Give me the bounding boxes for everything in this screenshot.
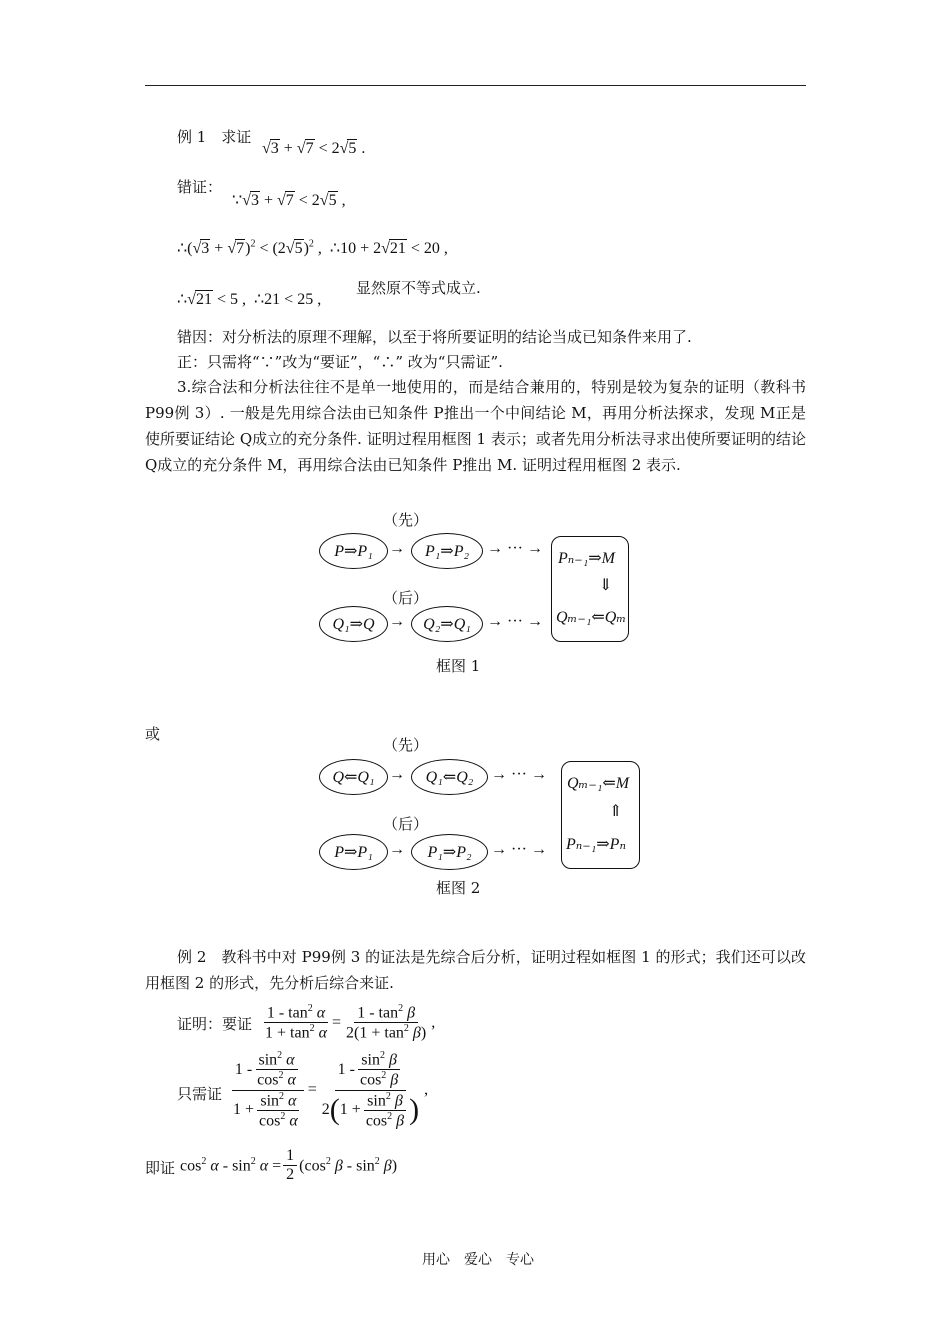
d1-first-label: （先） <box>383 511 429 529</box>
wrong-step-3-text: 显然原不等式成立. <box>356 279 481 297</box>
wrong-step-1: ∵√3 + √7 < 2√5 , <box>232 192 346 209</box>
d2-box-arrow: ⇑ <box>609 803 623 820</box>
d1-bottom-dots: → ··· → <box>487 613 543 630</box>
proof-label: 证明：要证 <box>177 1015 253 1033</box>
d2-later-label: （后） <box>383 815 429 833</box>
equation-3: $\cos^2 \alpha - \sin^2 \alpha$ = $\frac{1}{2}$ ($\cos^2$ β - $\sin^2 \beta$) <box>180 1147 398 1183</box>
d1-top-dots: → ··· → <box>487 540 543 557</box>
d2-bottom-dots: → ··· → <box>491 841 547 858</box>
paragraph-3: 3.综合法和分析法往往不是单一地使用的，而是结合兼用的，特别是较为复杂的证明（教科书P99例 3）. 一般是先用综合法由已知条件 P推出一个中间结论 M，再用分析法探求，发现 M正是使所要证结论 Q成立的充分条件. 证明过程用框图 1 表示；或者先用分析法寻求出使所要证明的结论 Q成立的充分条件 M，再用综合法由已知条件 P推出 M. 证明过程用框图 2 表示. <box>145 378 806 474</box>
d2-first-label: （先） <box>383 736 429 754</box>
wrong-proof-label: 错证： <box>177 178 223 196</box>
need-label: 只需证 <box>177 1085 223 1103</box>
d2-bottom-node-1: P⇒P₁ <box>319 834 388 870</box>
wrong-step-3: ∴√21 < 5 , ∴21 < 25 , <box>177 291 322 308</box>
wrong-step-2: ∴(√3 + $√7)^2 < (2√5)^2$ , ∴10 + 2√21 < 20 , <box>177 238 448 257</box>
ex1-label: 例 1 求证 <box>177 128 252 146</box>
header-rule <box>145 85 806 86</box>
or-text: 或 <box>145 725 161 743</box>
d2-top-node-2: Q₁⇐Q₂ <box>411 759 488 795</box>
d1-bottom-node-1: Q₁⇒Q <box>319 606 388 642</box>
d1-later-label: （后） <box>383 589 429 607</box>
equation-1: $\frac{1 - \tan^2 \alpha}{1 + \tan^2 \alpha}$ = $\frac{1 - \tan^2 \beta}{2(1 + \tan^2 \beta)}$ , <box>265 1003 436 1042</box>
footer: 用心 爱心 专心 <box>422 1252 534 1268</box>
d2-top-node-1: Q⇐Q₁ <box>319 759 388 795</box>
d1-box-bottom: Qₘ₋₁⇐Qₘ <box>556 609 627 626</box>
d1-top-node-2: P₁⇒P₂ <box>411 533 483 569</box>
d1-arrow: → <box>389 613 405 630</box>
d2-top-dots: → ··· → <box>491 766 547 783</box>
d1-top-node-1: P⇒P₁ <box>319 533 388 569</box>
d1-caption: 框图 1 <box>436 657 481 675</box>
ex2-paragraph: 例 2 教科书中对 P99例 3 的证法是先综合后分析，证明过程如框图 1 的形式；我们还可以改用框图 2 的形式，先分析后综合来证. <box>145 948 806 992</box>
d2-arrow: → <box>389 766 405 783</box>
d2-arrow: → <box>389 841 405 858</box>
d2-bottom-node-2: P₁⇒P₂ <box>411 834 488 870</box>
ie-label: 即证 <box>145 1159 176 1177</box>
ex1-claim: √3 + √7 < 2√5 . <box>262 140 366 157</box>
d1-box-arrow: ⇓ <box>599 577 613 594</box>
d2-box-top: Qₘ₋₁⇐M <box>567 775 630 792</box>
d2-caption: 框图 2 <box>436 879 481 897</box>
error-cause: 错因：对分析法的原理不理解，以至于将所要证明的结论当成已知条件来用了. <box>177 328 692 346</box>
d1-box-top: Pₙ₋₁⇒M <box>558 550 615 567</box>
d1-arrow: → <box>389 540 405 557</box>
correction: 正：只需将“∵”改为“要证”，“∴” 改为“只需证”. <box>177 353 503 371</box>
equation-2: 1 - $\frac{\sin^2 \alpha}{\cos^2 \alpha}$ 1 + $\frac{\sin^2 \alpha}{\cos^2 \alpha}$ = 1 - $\frac{\sin^2 \beta}{\cos^2 \beta}$ 2 ( 1 + $\frac{\sin^2 \beta}{\cos^2 \beta}$ ) , <box>233 1050 429 1130</box>
d2-box-bottom: Pₙ₋₁⇒Pₙ <box>566 836 626 853</box>
d1-bottom-node-2: Q₂⇒Q₁ <box>411 606 483 642</box>
